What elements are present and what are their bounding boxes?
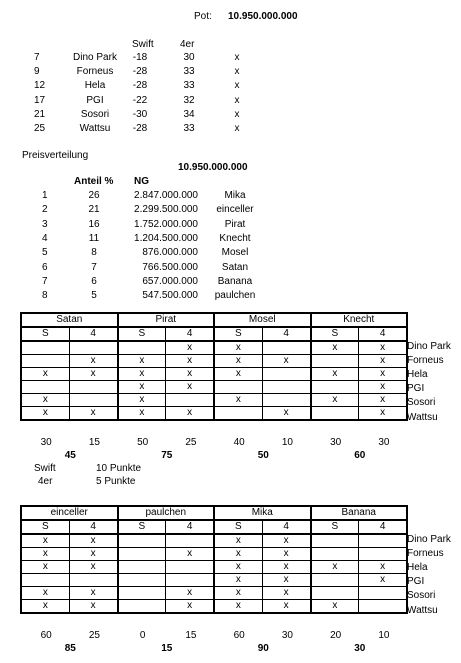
grid-cell: x: [69, 587, 117, 600]
grid-subheader-cell: S: [311, 520, 359, 534]
grid-subheader-cell: S: [118, 327, 166, 341]
legend-4er-label: 4er: [38, 476, 53, 487]
grid-cell: [214, 381, 262, 394]
score-value: 50: [137, 437, 149, 448]
pick-swift: -28: [132, 80, 148, 92]
grid-data-row: [21, 600, 407, 614]
prize-name: Satan: [221, 261, 249, 273]
pick-mark: x: [234, 80, 240, 92]
prize-name: Mika: [224, 190, 246, 201]
pick-4er: 32: [183, 94, 195, 106]
prize-total: 10.950.000.000: [178, 162, 248, 173]
score-value: 25: [88, 630, 100, 641]
prize-share: 21: [88, 204, 100, 216]
grid-cell: [118, 534, 166, 548]
grid-cell: [166, 394, 214, 407]
prize-share: 26: [88, 190, 100, 201]
grid-cell: x: [359, 381, 407, 394]
grid-subheader-cell: 4: [359, 520, 407, 534]
grid-cell: x: [21, 394, 69, 407]
grid-cell: x: [359, 355, 407, 368]
grid-cell: [311, 534, 359, 548]
grid-cell: x: [311, 561, 359, 574]
grid-cell: [311, 548, 359, 561]
grid-cell: [69, 394, 117, 407]
grid-player-header-row: [21, 506, 407, 520]
prize-rank: 6: [42, 261, 48, 273]
grid-cell: x: [21, 548, 69, 561]
grid-cell: x: [118, 355, 166, 368]
pick-mark: x: [234, 94, 240, 106]
grid-cell: x: [21, 587, 69, 600]
grid-cell: x: [359, 407, 407, 421]
grid-subheader-row: [21, 327, 407, 341]
score-value: 25: [185, 437, 197, 448]
grid-subheader-cell: S: [118, 520, 166, 534]
grid-cell: [118, 574, 166, 587]
grid-cell: x: [262, 561, 310, 574]
prize-name: Mosel: [221, 247, 249, 259]
grid-data-row: [21, 394, 407, 407]
grid-subheader-cell: 4: [69, 520, 117, 534]
grid-cell: [118, 587, 166, 600]
score-value: 10: [281, 437, 293, 448]
grid-cell: x: [359, 574, 407, 587]
grid-row-label: Dino Park: [407, 341, 451, 352]
grid-cell: x: [166, 368, 214, 381]
grid-cell: x: [69, 548, 117, 561]
grid-row-label: Forneus: [407, 548, 444, 560]
prize-ng: 547.500.000: [142, 290, 198, 302]
pick-swift: -18: [132, 52, 148, 63]
pick-swift: -28: [132, 123, 148, 134]
picks-grid-table-2: [20, 505, 408, 614]
grid-cell: x: [166, 548, 214, 561]
score-value: 60: [233, 630, 245, 641]
score-value: 60: [40, 630, 52, 641]
pick-4er: 33: [183, 80, 195, 92]
picks-header-swift: Swift: [132, 39, 154, 50]
grid-player-header-row: [21, 313, 407, 327]
grid-cell: x: [69, 407, 117, 421]
grid-player-name: Mika: [214, 506, 311, 520]
score-total: 60: [354, 450, 366, 461]
grid-cell: [166, 561, 214, 574]
grid-cell: x: [262, 587, 310, 600]
grid-cell: x: [69, 600, 117, 614]
prize-share: 5: [91, 290, 97, 302]
legend-swift-label: Swift: [34, 463, 56, 474]
grid-cell: [21, 355, 69, 368]
grid-cell: [166, 534, 214, 548]
grid-subheader-cell: 4: [166, 520, 214, 534]
pick-rank: 17: [34, 94, 46, 106]
grid-player-name: einceller: [21, 506, 118, 520]
prize-ng: 1.752.000.000: [134, 218, 198, 230]
grid-cell: [214, 407, 262, 421]
prize-name: paulchen: [214, 290, 256, 302]
pick-name: Forneus: [76, 66, 114, 78]
prize-share: 8: [91, 247, 97, 259]
grid-data-row: [21, 534, 407, 548]
grid-cell: x: [262, 574, 310, 587]
grid-player-name: Pirat: [118, 313, 215, 327]
score-value: 30: [330, 437, 342, 448]
pick-mark: x: [234, 108, 240, 120]
grid-cell: [166, 574, 214, 587]
pick-4er: 33: [183, 123, 195, 134]
grid-cell: x: [166, 587, 214, 600]
prize-rank: 2: [42, 204, 48, 216]
grid-row-label: Wattsu: [407, 604, 438, 616]
grid-cell: x: [311, 341, 359, 355]
grid-cell: x: [21, 600, 69, 614]
grid-cell: x: [214, 574, 262, 587]
score-value: 30: [40, 437, 52, 448]
grid-cell: x: [359, 561, 407, 574]
grid-cell: x: [262, 600, 310, 614]
grid-cell: [311, 355, 359, 368]
prize-name: einceller: [216, 204, 254, 216]
pick-swift: -22: [132, 94, 148, 106]
grid-cell: [311, 587, 359, 600]
prize-name: Banana: [217, 275, 253, 287]
prize-rank: 7: [42, 275, 48, 287]
prize-rank: 4: [42, 232, 48, 244]
grid-cell: [262, 394, 310, 407]
score-value: 0: [139, 630, 146, 641]
grid-data-row: [21, 368, 407, 381]
pick-rank: 25: [34, 123, 46, 134]
grid-data-row: [21, 381, 407, 394]
prize-title: Preisverteilung: [22, 150, 89, 161]
grid-cell: x: [214, 548, 262, 561]
pick-rank: 9: [34, 66, 40, 78]
grid-player-name: paulchen: [118, 506, 215, 520]
grid-cell: x: [262, 355, 310, 368]
prize-rank: 3: [42, 218, 48, 230]
grid-row-label: Hela: [407, 562, 428, 574]
grid-subheader-cell: 4: [166, 327, 214, 341]
grid-cell: [118, 341, 166, 355]
grid-row-label: PGI: [407, 576, 425, 588]
grid-cell: [311, 574, 359, 587]
legend-swift-value: 10 Punkte: [96, 463, 142, 474]
score-value: 10: [378, 630, 390, 641]
grid-cell: x: [166, 355, 214, 368]
grid-subheader-cell: S: [21, 327, 69, 341]
grid-cell: x: [214, 600, 262, 614]
grid-cell: x: [166, 600, 214, 614]
score-total: 90: [257, 643, 269, 654]
grid-player-name: Banana: [341, 507, 376, 518]
grid-cell: x: [359, 368, 407, 381]
grid-data-row: [21, 355, 407, 368]
grid-row-label: Sosori: [407, 397, 436, 409]
score-value: 15: [185, 630, 197, 641]
prize-ng: 766.500.000: [142, 261, 198, 273]
grid-cell: x: [21, 368, 69, 381]
grid-cell: x: [311, 394, 359, 407]
prize-share: 16: [88, 218, 100, 230]
grid-subheader-cell: S: [214, 520, 262, 534]
grid-cell: [311, 407, 359, 421]
grid-data-row: [21, 548, 407, 561]
pick-rank: 21: [34, 108, 46, 120]
pick-4er: 33: [183, 66, 195, 78]
grid-subheader-cell: 4: [262, 520, 310, 534]
score-value: 30: [281, 630, 293, 641]
grid-cell: x: [21, 534, 69, 548]
grid-cell: [359, 600, 407, 614]
pick-swift: -28: [132, 66, 148, 78]
grid-cell: x: [69, 355, 117, 368]
grid-subheader-cell: 4: [359, 327, 407, 341]
score-value: 30: [378, 437, 390, 448]
prize-ng: 876.000.000: [142, 247, 198, 259]
score-total: 45: [64, 450, 76, 461]
grid-cell: [118, 548, 166, 561]
picks-header-4er: 4er: [180, 39, 195, 50]
grid-row-label: Dino Park: [407, 534, 451, 545]
pick-name: Sosori: [80, 108, 110, 120]
grid-cell: x: [262, 534, 310, 548]
grid-cell: x: [214, 534, 262, 548]
pot-label: Pot:: [194, 11, 212, 22]
grid-cell: x: [21, 561, 69, 574]
grid-cell: [69, 341, 117, 355]
grid-cell: x: [118, 368, 166, 381]
prize-name: Knecht: [219, 232, 251, 244]
pick-mark: x: [234, 66, 240, 78]
score-total: 75: [161, 450, 173, 461]
grid-cell: x: [214, 561, 262, 574]
grid-cell: x: [118, 381, 166, 394]
grid-cell: [359, 548, 407, 561]
grid-row-label: Wattsu: [407, 411, 438, 423]
grid-cell: [262, 341, 310, 355]
grid-cell: x: [214, 341, 262, 355]
prize-rank: 1: [42, 190, 48, 201]
grid-cell: x: [214, 355, 262, 368]
prize-ng: 2.299.500.000: [134, 204, 198, 216]
prize-header-share: Anteil %: [74, 176, 114, 187]
score-total: 15: [161, 643, 173, 654]
grid-cell: x: [166, 407, 214, 421]
grid-cell: x: [214, 394, 262, 407]
grid-cell: x: [118, 407, 166, 421]
pot-value: 10.950.000.000: [228, 11, 298, 22]
grid-player-name: Mosel: [214, 313, 311, 327]
grid-data-row: [21, 341, 407, 355]
grid-cell: [262, 368, 310, 381]
grid-data-row: [21, 407, 407, 421]
grid-cell: x: [118, 394, 166, 407]
grid-cell: [118, 561, 166, 574]
pick-rank: 12: [34, 80, 46, 92]
prize-share: 7: [91, 261, 97, 273]
grid-subheader-cell: S: [214, 327, 262, 341]
grid-cell: [311, 381, 359, 394]
grid-data-row: [21, 587, 407, 600]
grid-cell: x: [21, 407, 69, 421]
grid-player-name: Satan: [21, 313, 118, 327]
grid-cell: x: [166, 341, 214, 355]
pick-name: Hela: [84, 80, 106, 92]
prize-ng: 657.000.000: [142, 275, 198, 287]
grid-data-row: [21, 561, 407, 574]
grid-cell: x: [214, 368, 262, 381]
prize-name: Pirat: [224, 218, 246, 230]
grid-subheader-cell: 4: [262, 327, 310, 341]
pick-mark: x: [234, 123, 240, 134]
score-value: 15: [88, 437, 100, 448]
prize-share: 11: [88, 232, 100, 244]
score-total: 50: [257, 450, 269, 461]
grid-row-label: Hela: [407, 369, 428, 381]
grid-subheader-row: [21, 520, 407, 534]
prize-ng: 2.847.000.000: [134, 190, 198, 201]
grid-cell: [21, 574, 69, 587]
grid-cell: x: [69, 368, 117, 381]
grid-cell: x: [311, 600, 359, 614]
grid-subheader-cell: 4: [69, 327, 117, 341]
grid-cell: x: [69, 534, 117, 548]
prize-rank: 5: [42, 247, 48, 259]
grid-row-label: Sosori: [407, 590, 436, 602]
grid-cell: [359, 534, 407, 548]
grid-cell: x: [214, 587, 262, 600]
grid-cell: [262, 381, 310, 394]
grid-subheader-cell: S: [21, 520, 69, 534]
grid-cell: [69, 381, 117, 394]
pick-name: PGI: [86, 94, 104, 106]
pick-mark: x: [234, 52, 240, 63]
score-total: 85: [64, 643, 76, 654]
grid-cell: [359, 587, 407, 600]
pick-name: Wattsu: [79, 123, 111, 134]
prize-header-ng: NG: [134, 176, 149, 187]
grid-cell: x: [359, 394, 407, 407]
legend-4er-value: 5 Punkte: [96, 476, 136, 487]
grid-cell: [21, 341, 69, 355]
grid-row-label: Forneus: [407, 355, 444, 367]
grid-cell: x: [311, 368, 359, 381]
score-value: 20: [330, 630, 342, 641]
grid-row-label: PGI: [407, 383, 425, 395]
grid-player-name: Knecht: [343, 314, 375, 325]
grid-cell: [21, 381, 69, 394]
pick-4er: 34: [183, 108, 195, 120]
pick-4er: 30: [183, 52, 195, 63]
grid-cell: x: [262, 548, 310, 561]
grid-cell: [118, 600, 166, 614]
grid-cell: x: [262, 407, 310, 421]
grid-cell: x: [359, 341, 407, 355]
prize-share: 6: [91, 275, 97, 287]
score-value: 40: [233, 437, 245, 448]
grid-subheader-cell: S: [311, 327, 359, 341]
grid-data-row: [21, 574, 407, 587]
prize-rank: 8: [42, 290, 48, 302]
grid-cell: x: [69, 561, 117, 574]
pick-name: Dino Park: [73, 52, 117, 63]
pick-swift: -30: [132, 108, 148, 120]
grid-cell: x: [166, 381, 214, 394]
grid-cell: [69, 574, 117, 587]
picks-grid-table-1: [20, 312, 408, 421]
score-total: 30: [354, 643, 366, 654]
pick-rank: 7: [34, 52, 40, 63]
prize-ng: 1.204.500.000: [134, 232, 198, 244]
